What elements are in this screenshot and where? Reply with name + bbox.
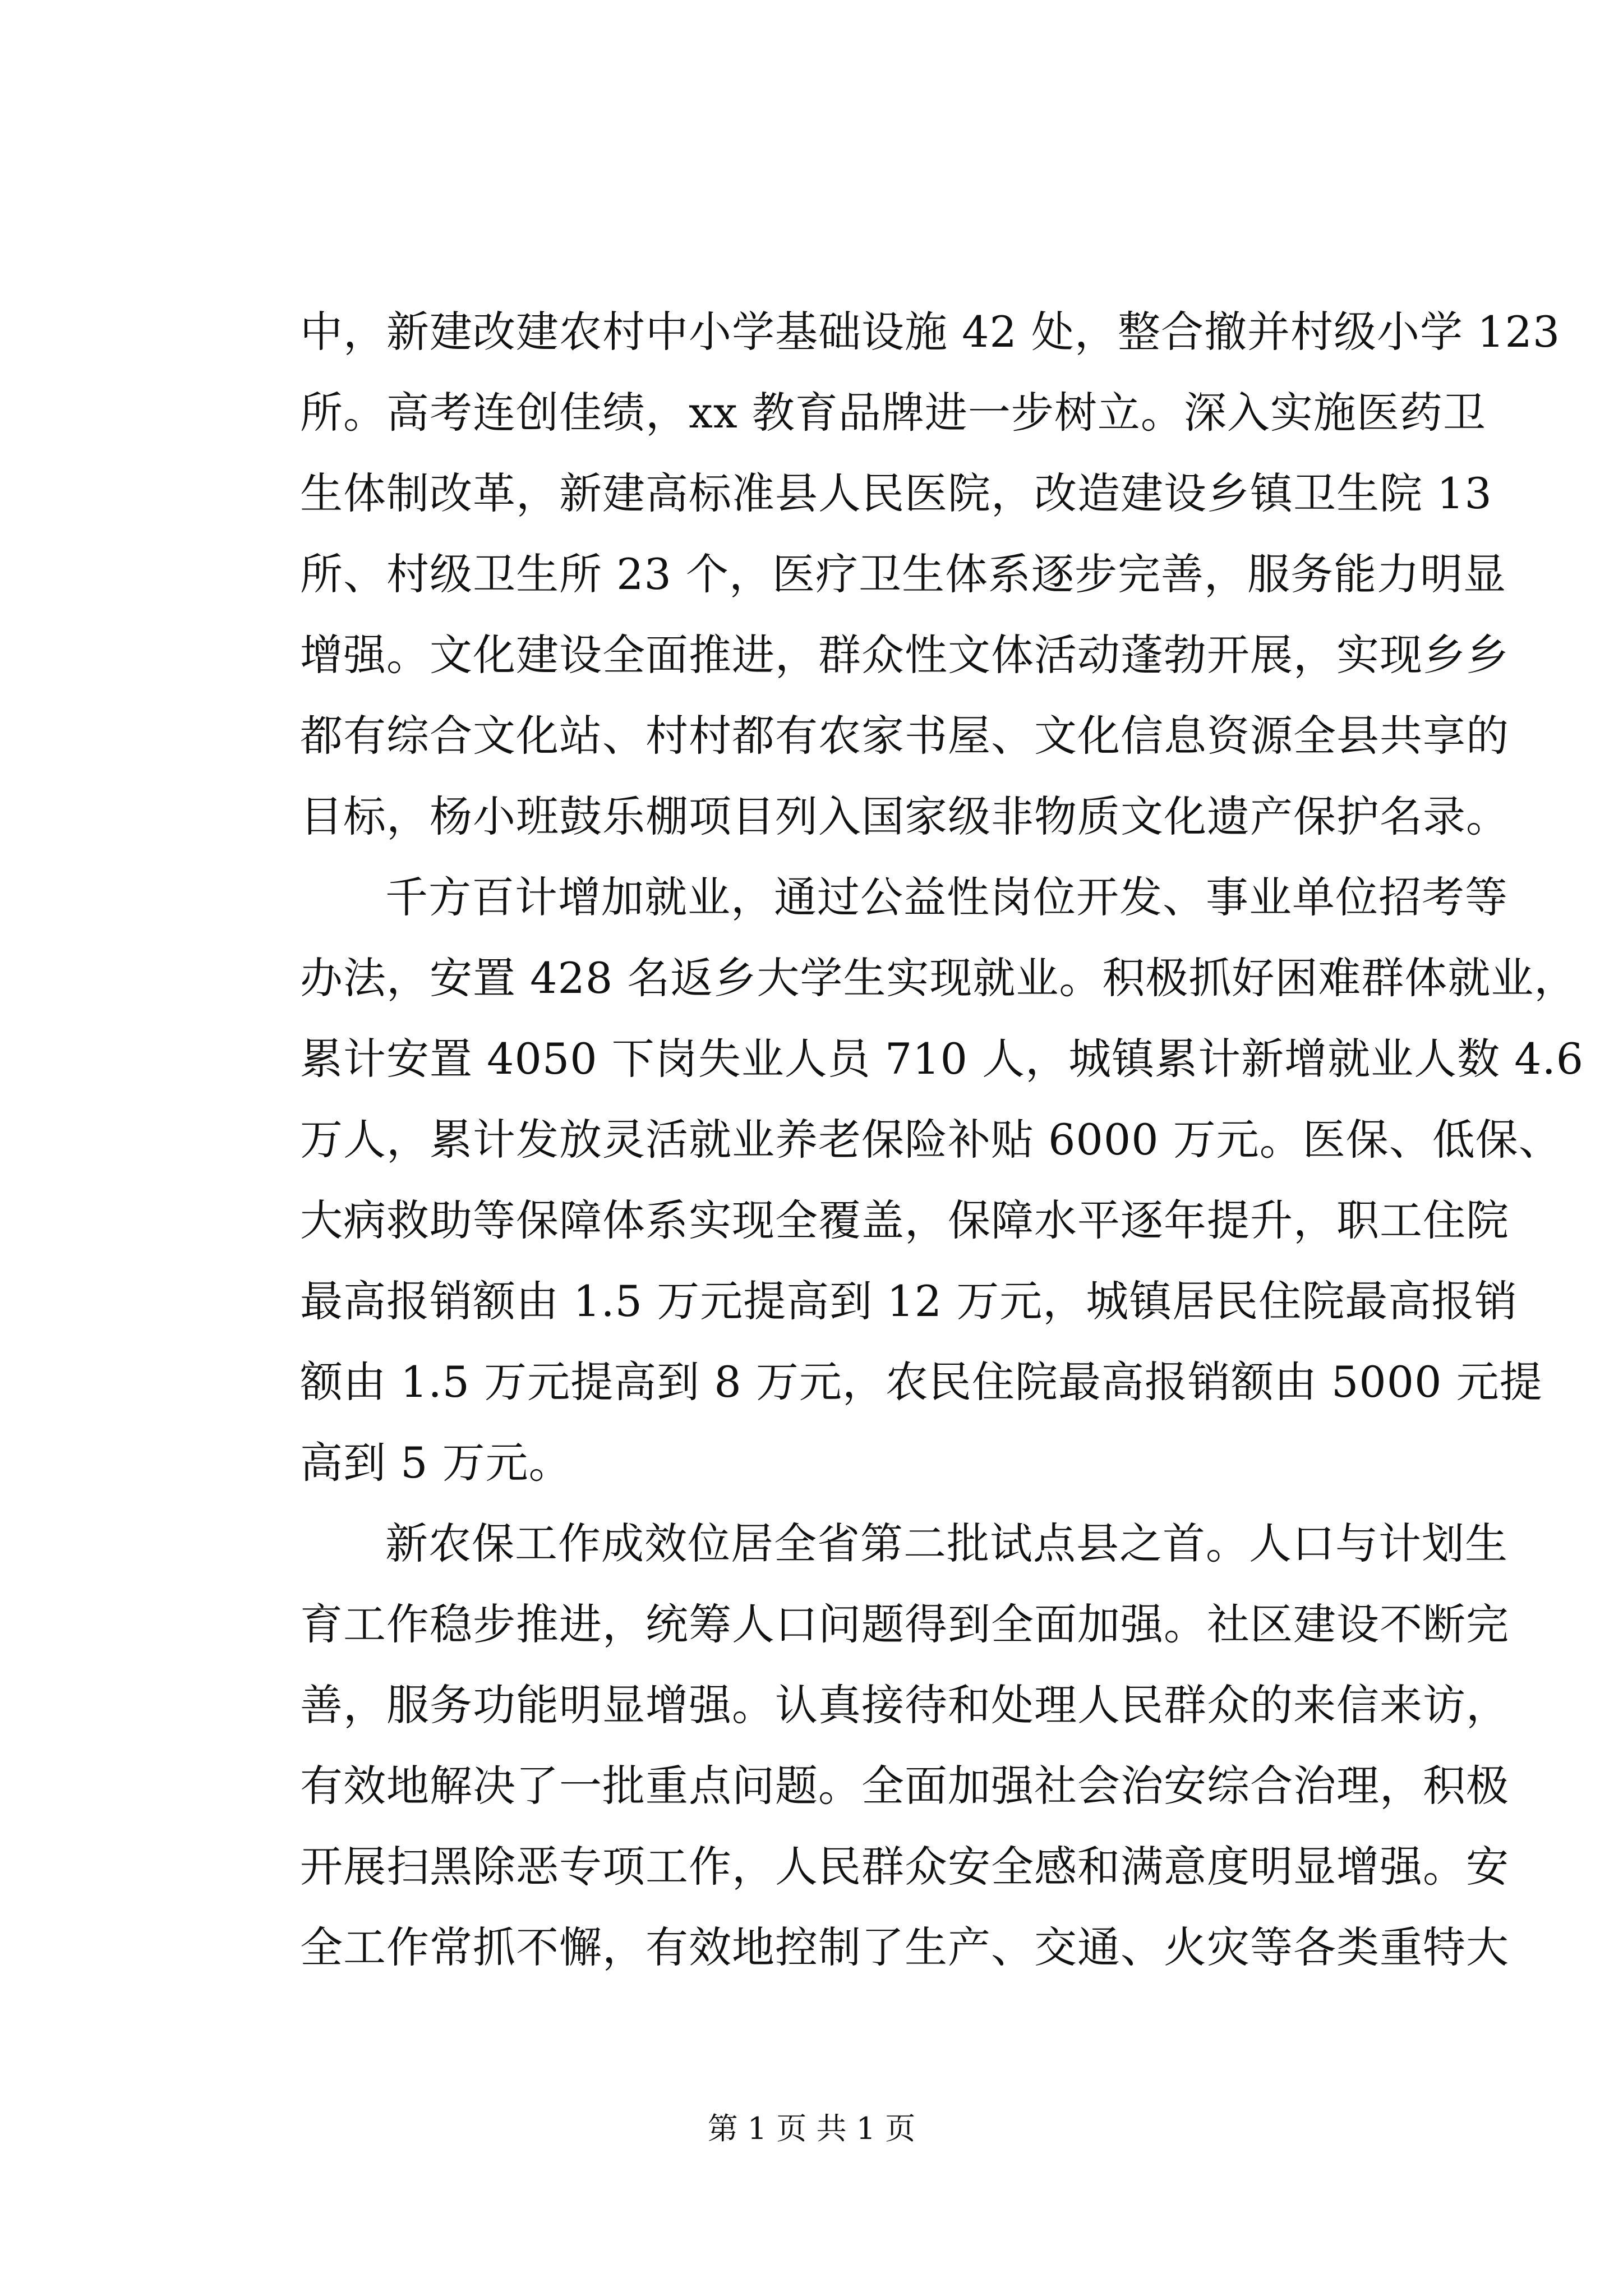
body-text bbox=[300, 292, 1584, 1988]
text-line: 万人，累计发放灵活就业养老保险补贴 6000 万元。医保、低保、 bbox=[300, 1115, 1562, 1165]
paragraph-first-line: 新农保工作成效位居全省第二批试点县之首。人口与计划生 bbox=[385, 1519, 1508, 1568]
paragraph-first-line: 千方百计增加就业，通过公益性岗位开发、事业单位招考等 bbox=[385, 872, 1508, 922]
text-line: 大病救助等保障体系实现全覆盖，保障水平逐年提升，职工住院 bbox=[300, 1195, 1509, 1245]
text-line: 生体制改革，新建高标准县人民医院，改造建设乡镇卫生院 13 bbox=[300, 468, 1492, 518]
text-line: 善，服务功能明显增强。认真接待和处理人民群众的来信来访， bbox=[300, 1680, 1509, 1730]
text-line: 办法，安置 428 名返乡大学生实现就业。积极抓好困难群体就业， bbox=[300, 953, 1578, 1003]
page-footer: 第 1 页 共 1 页 bbox=[707, 2111, 916, 2146]
text-line: 累计安置 4050 下岗失业人员 710 人，城镇累计新增就业人数 4.6 bbox=[300, 1034, 1584, 1084]
text-line: 额由 1.5 万元提高到 8 万元，农民住院最高报销额由 5000 元提 bbox=[300, 1357, 1543, 1407]
text-line: 高到 5 万元。 bbox=[300, 1438, 572, 1488]
text-line: 开展扫黑除恶专项工作，人民群众安全感和满意度明显增强。安 bbox=[300, 1842, 1509, 1892]
text-line: 全工作常抓不懈，有效地控制了生产、交通、火灾等各类重特大 bbox=[300, 1922, 1509, 1972]
text-line: 中，新建改建农村中小学基础设施 42 处，整合撤并村级小学 123 bbox=[300, 307, 1561, 357]
text-line: 所、村级卫生所 23 个，医疗卫生体系逐步完善，服务能力明显 bbox=[300, 549, 1507, 599]
text-line: 都有综合文化站、村村都有农家书屋、文化信息资源全县共享的 bbox=[300, 711, 1509, 761]
text-line: 育工作稳步推进，统筹人口问题得到全面加强。社区建设不断完 bbox=[300, 1599, 1509, 1649]
text-line: 最高报销额由 1.5 万元提高到 12 万元，城镇居民住院最高报销 bbox=[300, 1276, 1518, 1326]
text-line: 有效地解决了一批重点问题。全面加强社会治安综合治理，积极 bbox=[300, 1761, 1509, 1811]
text-line: 所。高考连创佳绩，xx 教育品牌进一步树立。深入实施医药卫 bbox=[300, 388, 1486, 438]
text-line: 目标，杨小班鼓乐棚项目列入国家级非物质文化遗产保护名录。 bbox=[300, 792, 1509, 841]
text-line: 增强。文化建设全面推进，群众性文体活动蓬勃开展，实现乡乡 bbox=[300, 630, 1509, 680]
